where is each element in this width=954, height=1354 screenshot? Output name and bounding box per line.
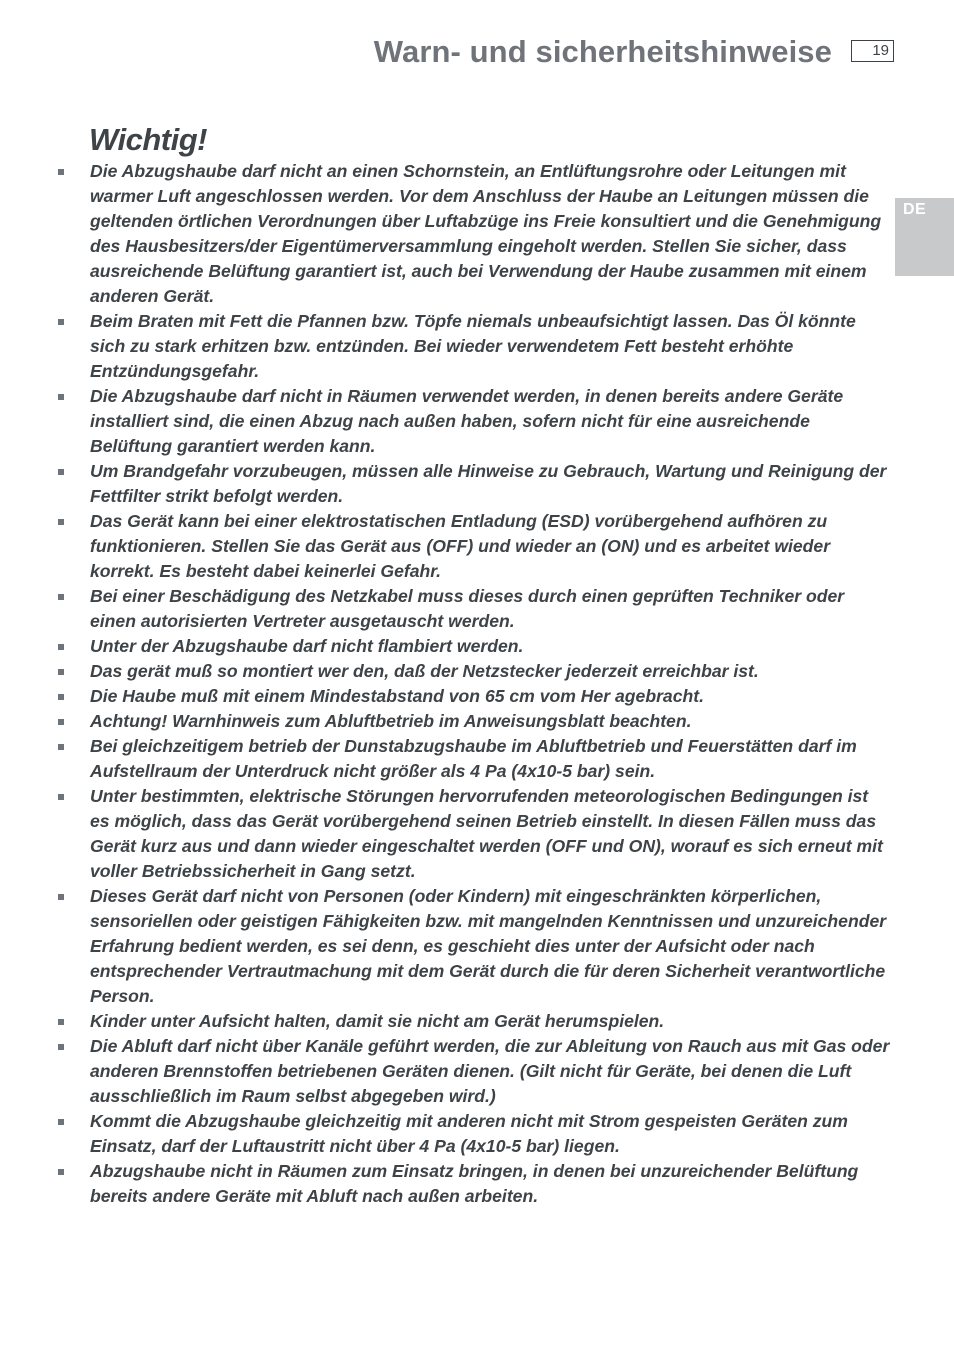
list-item bbox=[55, 884, 890, 1009]
square-bullet-icon bbox=[58, 719, 64, 725]
language-tab bbox=[895, 198, 954, 276]
square-bullet-icon bbox=[58, 519, 64, 525]
page-number: 19 bbox=[851, 40, 894, 62]
list-item-text: Bei einer Beschädigung des Netzkabel muss dieses durch einen geprüften Techniker oder einen autorisierten Vertreter ausgetauscht werden. bbox=[90, 586, 845, 631]
list-item-text: Das Gerät kann bei einer elektrostatischen Entladung (ESD) vorübergehend aufhören zu funktionieren. Stellen Sie das Gerät aus (OFF) und wieder an (ON) und es arbeitet wieder korrekt. Es besteht dabei keinerlei Gefahr. bbox=[90, 511, 831, 581]
list-item bbox=[55, 1159, 890, 1209]
list-item-text: Abzugshaube nicht in Räumen zum Einsatz bringen, in denen bei unzureichender Belüftung bereits andere Geräte mit Abluft nach außen arbeiten. bbox=[90, 1161, 859, 1206]
list-item bbox=[55, 509, 890, 584]
list-item-text: Dieses Gerät darf nicht von Personen (oder Kindern) mit eingeschränkten körperlichen, sensoriellen oder geistigen Fähigkeiten bzw. mit mangelnden Kenntnissen und unzureichender Erfahrung bedient werden, es sei denn, es geschieht dies unter der Aufsicht oder nach entsprechender Vertrautmachung mit dem Gerät durch die für deren Sicherheit verantwortliche Person. bbox=[90, 886, 887, 1006]
list-item-text: Achtung! Warnhinweis zum Abluftbetrieb im Anweisungsblatt beachten. bbox=[90, 711, 692, 731]
square-bullet-icon bbox=[58, 594, 64, 600]
list-item bbox=[55, 709, 890, 734]
square-bullet-icon bbox=[58, 1019, 64, 1025]
list-item bbox=[55, 1034, 890, 1109]
list-item-text: Die Abzugshaube darf nicht in Räumen verwendet werden, in denen bereits andere Geräte installiert sind, die einen Abzug nach außen haben, sofern nicht für eine ausreichende Belüftung garantiert werden kann. bbox=[90, 386, 844, 456]
list-item bbox=[55, 1109, 890, 1159]
list-item-text: Die Haube muß mit einem Mindestabstand von 65 cm vom Her agebracht. bbox=[90, 686, 704, 706]
square-bullet-icon bbox=[58, 644, 64, 650]
list-item-text: Die Abzugshaube darf nicht an einen Schornstein, an Entlüftungsrohre oder Leitungen mit warmer Luft angeschlossen werden. Vor dem Anschluss der Haube an Leitungen müssen die geltenden örtlichen Verordnungen über Luftabzüge ins Freie konsultiert und die Genehmigung des Hausbesitzers/der Eigentümerversammlung eingeholt werden. Stellen Sie sicher, dass ausreichende Belüftung garantiert ist, auch bei Verwendung der Haube zusammen mit einem anderen Gerät. bbox=[90, 161, 882, 306]
list-item bbox=[55, 309, 890, 384]
language-tab-label: DE bbox=[903, 201, 927, 218]
list-item bbox=[55, 459, 890, 509]
list-item bbox=[55, 659, 890, 684]
warning-list bbox=[55, 159, 890, 1209]
list-item bbox=[55, 584, 890, 634]
square-bullet-icon bbox=[58, 169, 64, 175]
list-item-text: Kinder unter Aufsicht halten, damit sie nicht am Gerät herumspielen. bbox=[90, 1011, 665, 1031]
square-bullet-icon bbox=[58, 319, 64, 325]
list-item bbox=[55, 159, 890, 309]
list-item bbox=[55, 684, 890, 709]
list-item bbox=[55, 634, 890, 659]
square-bullet-icon bbox=[58, 1044, 64, 1050]
list-item-text: Bei gleichzeitigem betrieb der Dunstabzugshaube im Abluftbetrieb und Feuerstätten darf im Aufstellraum der Unterdruck nicht größer als 4 Pa (4x10-5 bar) sein. bbox=[90, 736, 857, 781]
list-item-text: Unter bestimmten, elektrische Störungen hervorrufenden meteorologischen Bedingungen ist es möglich, dass das Gerät vorübergehend seinen Betrieb einstellt. In diesen Fällen muss das Gerät kurz aus und dann wieder eingeschaltet werden (OFF und ON), worauf es sich erneut mit voller Betriebssicherheit in Gang setzt. bbox=[90, 786, 883, 881]
list-item bbox=[55, 784, 890, 884]
page-title: Warn- und sicherheitshinweise bbox=[373, 34, 832, 69]
square-bullet-icon bbox=[58, 669, 64, 675]
list-item bbox=[55, 384, 890, 459]
list-item-text: Unter der Abzugshaube darf nicht flambiert werden. bbox=[90, 636, 524, 656]
list-item-text: Um Brandgefahr vorzubeugen, müssen alle Hinweise zu Gebrauch, Wartung und Reinigung der Fettfilter strikt befolgt werden. bbox=[90, 461, 887, 506]
square-bullet-icon bbox=[58, 1119, 64, 1125]
square-bullet-icon bbox=[58, 469, 64, 475]
list-item-text: Das gerät muß so montiert wer den, daß der Netzstecker jederzeit erreichbar ist. bbox=[90, 661, 759, 681]
section-heading: Wichtig! bbox=[89, 122, 207, 157]
square-bullet-icon bbox=[58, 794, 64, 800]
square-bullet-icon bbox=[58, 694, 64, 700]
list-item-text: Kommt die Abzugshaube gleichzeitig mit anderen nicht mit Strom gespeisten Geräten zum Einsatz, darf der Luftaustritt nicht über 4 Pa (4x10-5 bar) liegen. bbox=[90, 1111, 848, 1156]
square-bullet-icon bbox=[58, 394, 64, 400]
list-item-text: Die Abluft darf nicht über Kanäle geführt werden, die zur Ableitung von Rauch aus mit Gas oder anderen Brennstoffen betriebenen Geräten dienen. (Gilt nicht für Geräte, bei denen die Luft ausschließlich im Raum selbst abgegeben wird.) bbox=[90, 1036, 890, 1106]
list-item-text: Beim Braten mit Fett die Pfannen bzw. Töpfe niemals unbeaufsichtigt lassen. Das Öl könnte sich zu stark erhitzen bzw. entzünden. Bei wieder verwendetem Fett besteht erhöhte Entzündungsgefahr. bbox=[90, 311, 856, 381]
square-bullet-icon bbox=[58, 744, 64, 750]
list-item bbox=[55, 734, 890, 784]
square-bullet-icon bbox=[58, 1169, 64, 1175]
list-item bbox=[55, 1009, 890, 1034]
square-bullet-icon bbox=[58, 894, 64, 900]
